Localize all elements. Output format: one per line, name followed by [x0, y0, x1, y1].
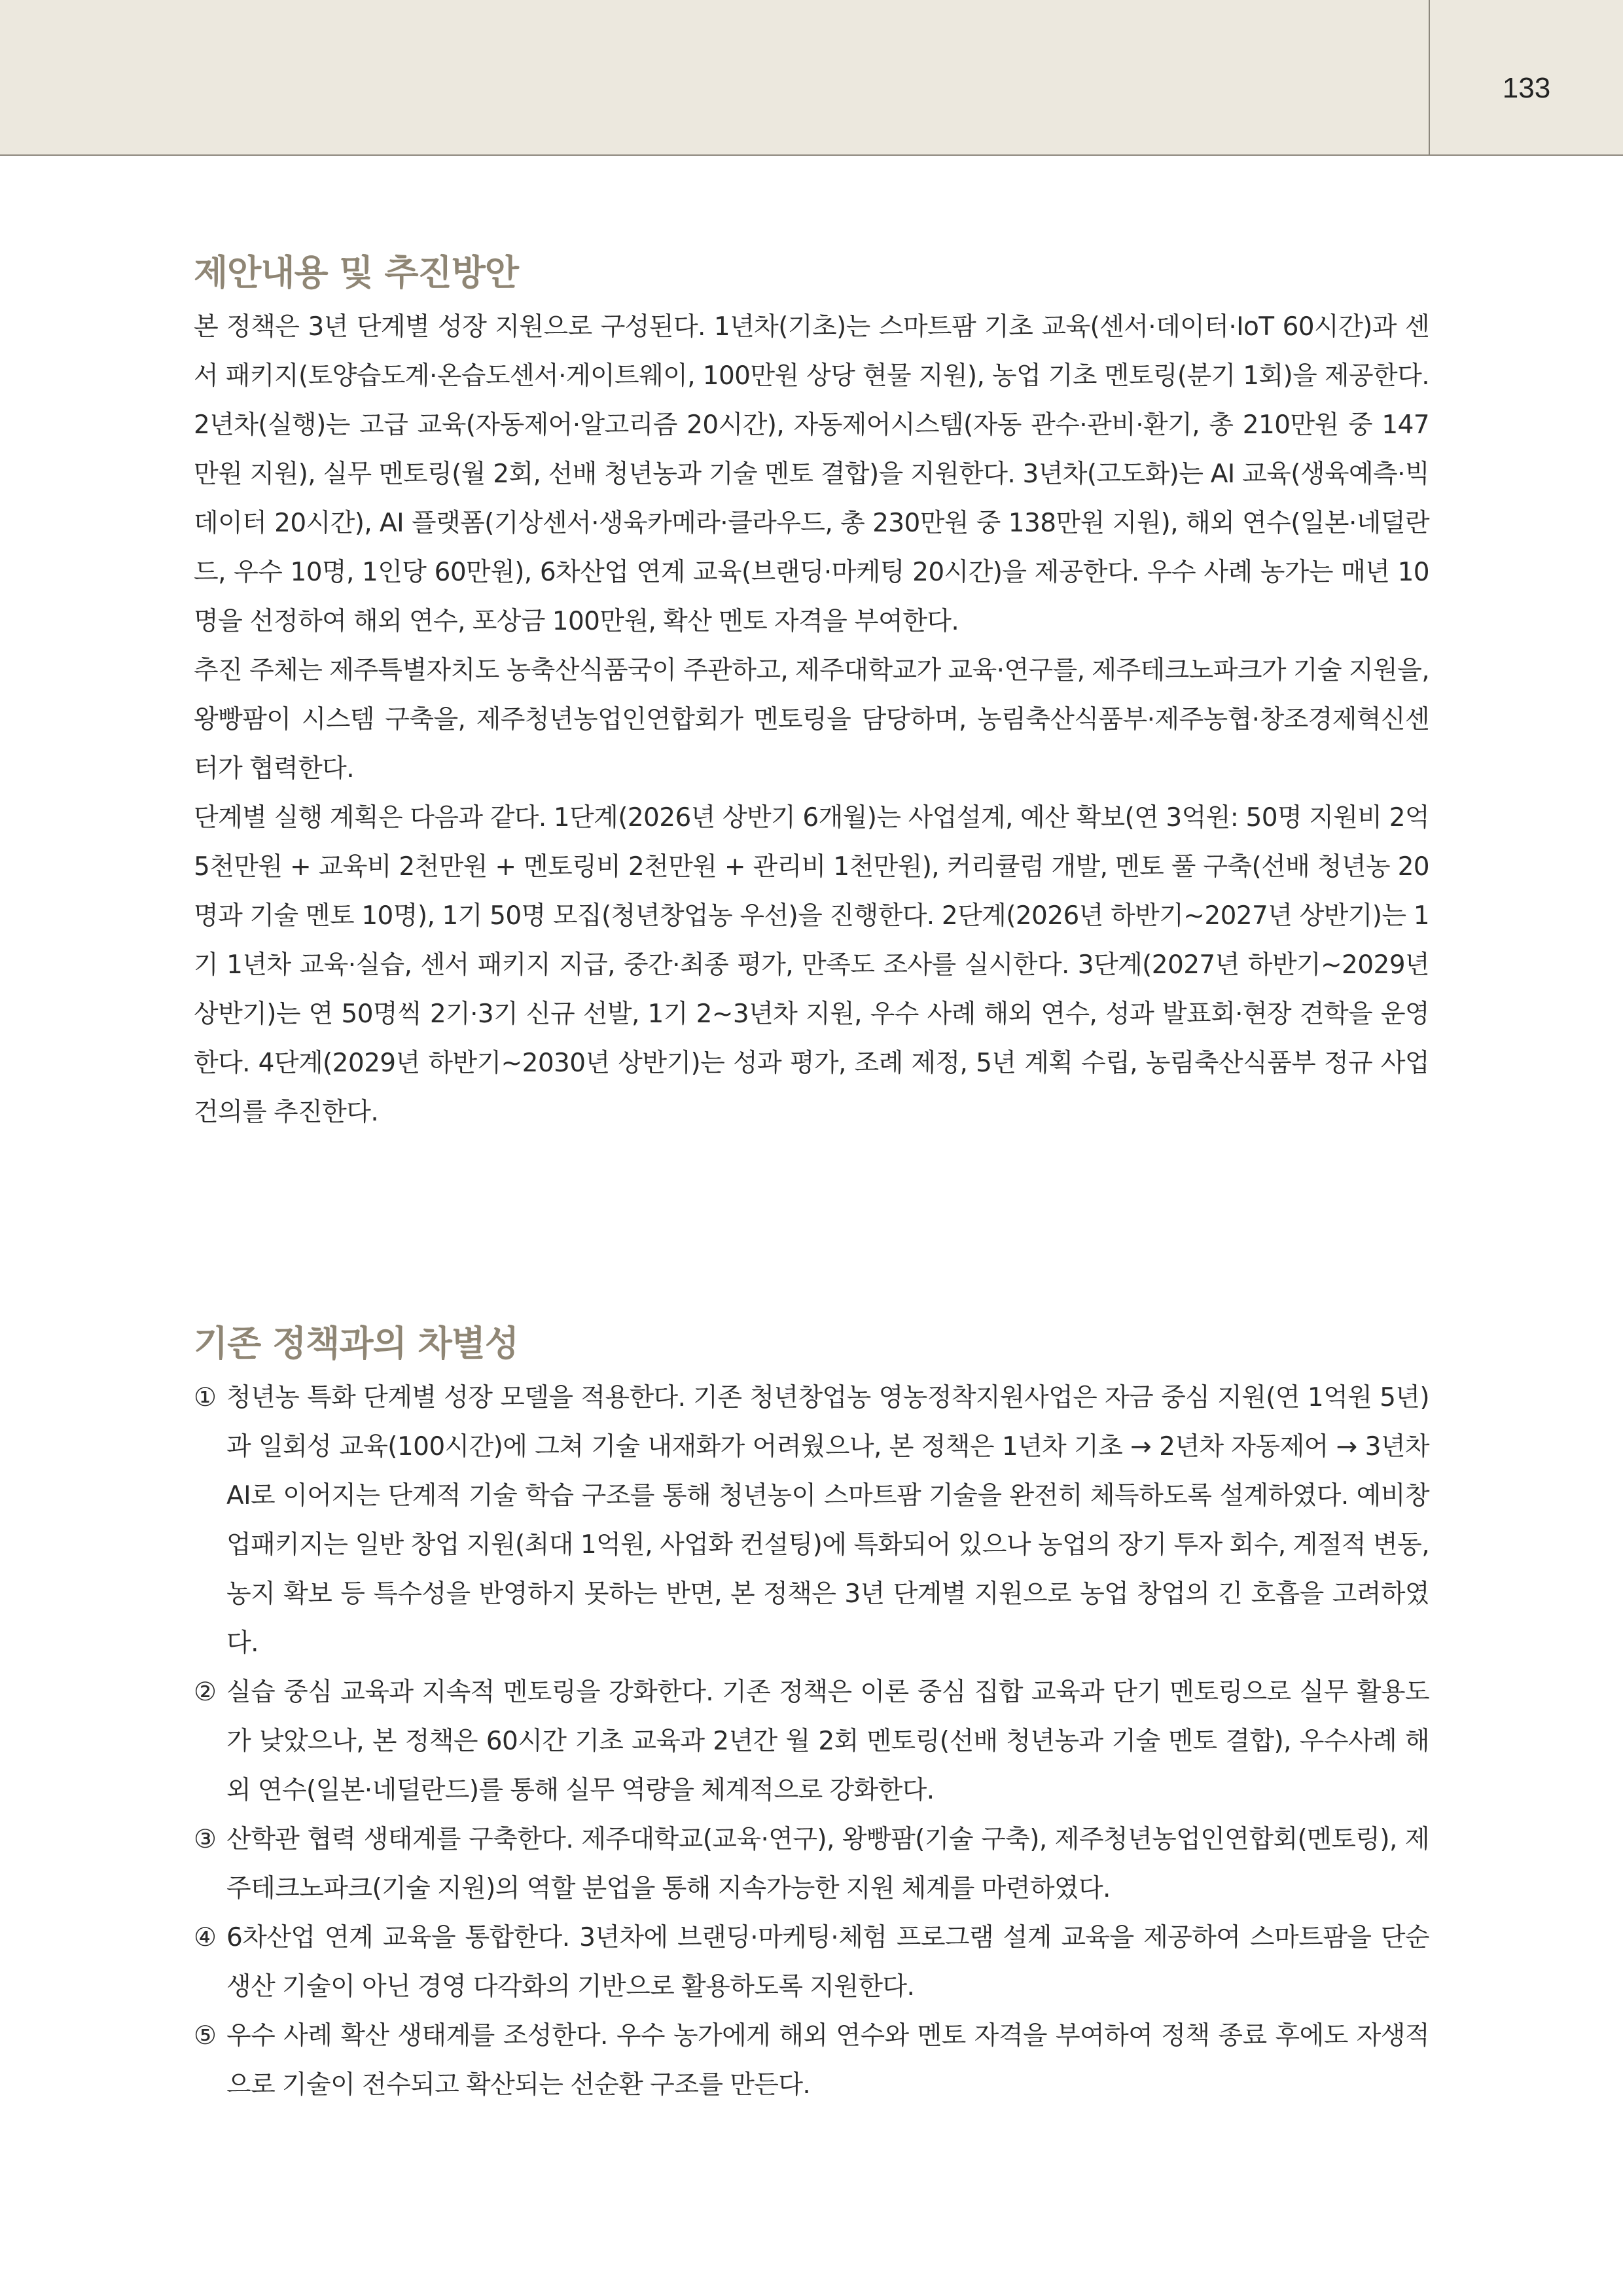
list-item-text: 실습 중심 교육과 지속적 멘토링을 강화한다. 기존 정책은 이론 중심 집합 교육과 단기 멘토링으로 실무 활용도가 낮았으나, 본 정책은 60시간 기초 교육과 2년간 월 2회 멘토링(선배 청년농과 기술 멘토 결합), 우수사례 해외 연수(일본·네덜란드)를 통해 실무 역량을 체계적으로 강화한다.	[226, 1677, 1429, 1805]
section-proposal	[194, 250, 1429, 1137]
list-item-text: 청년농 특화 단계별 성장 모델을 적용한다. 기존 청년창업농 영농정착지원사업은 자금 중심 지원(연 1억원 5년)과 일회성 교육(100시간)에 그쳐 기술 내재화가 어려웠으나, 본 정책은 1년차 기초 → 2년차 자동제어 → 3년차 AI로 이어지는 단계적 기술 학습 구조를 통해 청년농이 스마트팜 기술을 완전히 체득하도록 설계하였다. 예비창업패키지는 일반 창업 지원(최대 1억원, 사업화 컨설팅)에 특화되어 있으나 농업의 장기 투자 회수, 계절적 변동, 농지 확보 등 특수성을 반영하지 못하는 반면, 본 정책은 3년 단계별 지원으로 농업 창업의 긴 호흡을 고려하였다.	[226, 1383, 1429, 1658]
page-number: 133	[1502, 72, 1551, 104]
list-item-text: 6차산업 연계 교육을 통합한다. 3년차에 브랜딩·마케팅·체험 프로그램 설계 교육을 제공하여 스마트팜을 단순 생산 기술이 아닌 경영 다각화의 기반으로 활용하도록 지원한다.	[226, 1923, 1429, 2001]
list-item	[194, 2011, 1429, 2109]
paragraph-overview: 본 정책은 3년 단계별 성장 지원으로 구성된다. 1년차(기초)는 스마트팜 기초 교육(센서·데이터·IoT 60시간)과 센서 패키지(토양습도계·온습도센서·게이트웨이, 100만원 상당 현물 지원), 농업 기초 멘토링(분기 1회)을 제공한다. 2년차(실행)는 고급 교육(자동제어·알고리즘 20시간), 자동제어시스템(자동 관수·관비·환기, 총 210만원 중 147만원 지원), 실무 멘토링(월 2회, 선배 청년농과 기술 멘토 결합)을 지원한다. 3년차(고도화)는 AI 교육(생육예측·빅데이터 20시간), AI 플랫폼(기상센서·생육카메라·클라우드, 총 230만원 중 138만원 지원), 해외 연수(일본·네덜란드, 우수 10명, 1인당 60만원), 6차산업 연계 교육(브랜딩·마케팅 20시간)을 제공한다. 우수 사례 농가는 매년 10명을 선정하여 해외 연수, 포상금 100만원, 확산 멘토 자격을 부여한다.	[194, 312, 1429, 636]
list-item	[194, 1668, 1429, 1815]
list-marker: ⑤	[194, 2021, 217, 2051]
header-band	[0, 0, 1623, 156]
list-item	[194, 1913, 1429, 2011]
paragraph-organizers: 추진 주체는 제주특별자치도 농축산식품국이 주관하고, 제주대학교가 교육·연구를, 제주테크노파크가 기술 지원을, 왕빵팜이 시스템 구축을, 제주청년농업인연합회가 멘토링을 담당하며, 농림축산식품부·제주농협·창조경제혁신센터가 협력한다.	[194, 656, 1429, 783]
list-marker: ②	[194, 1677, 217, 1707]
differentiation-list	[194, 1373, 1429, 2109]
list-item-text: 산학관 협력 생태계를 구축한다. 제주대학교(교육·연구), 왕빵팜(기술 구축), 제주청년농업인연합회(멘토링), 제주테크노파크(기술 지원)의 역할 분업을 통해 지속가능한 지원 체계를 마련하였다.	[226, 1825, 1429, 1903]
list-marker: ③	[194, 1825, 217, 1854]
section-heading-proposal: 제안내용 및 추진방안	[194, 252, 519, 293]
list-item	[194, 1815, 1429, 1913]
section-differentiation	[194, 1321, 1429, 2109]
list-item	[194, 1373, 1429, 1668]
list-marker: ①	[194, 1383, 217, 1412]
list-item-text: 우수 사례 확산 생태계를 조성한다. 우수 농가에게 해외 연수와 멘토 자격을 부여하여 정책 종료 후에도 자생적으로 기술이 전수되고 확산되는 선순환 구조를 만든다.	[226, 2021, 1429, 2100]
list-marker: ④	[194, 1923, 217, 1952]
paragraph-timeline: 단계별 실행 계획은 다음과 같다. 1단계(2026년 상반기 6개월)는 사업설계, 예산 확보(연 3억원: 50명 지원비 2억 5천만원 + 교육비 2천만원 + 멘토링비 2천만원 + 관리비 1천만원), 커리큘럼 개발, 멘토 풀 구축(선배 청년농 20명과 기술 멘토 10명), 1기 50명 모집(청년창업농 우선)을 진행한다. 2단계(2026년 하반기~2027년 상반기)는 1기 1년차 교육·실습, 센서 패키지 지급, 중간·최종 평가, 만족도 조사를 실시한다. 3단계(2027년 하반기~2029년 상반기)는 연 50명씩 2기·3기 신규 선발, 1기 2~3년차 지원, 우수 사례 해외 연수, 성과 발표회·현장 견학을 운영한다. 4단계(2029년 하반기~2030년 상반기)는 성과 평가, 조례 제정, 5년 계획 수립, 농림축산식품부 정규 사업 건의를 추진한다.	[194, 803, 1429, 1127]
section-heading-differentiation: 기존 정책과의 차별성	[194, 1323, 519, 1364]
